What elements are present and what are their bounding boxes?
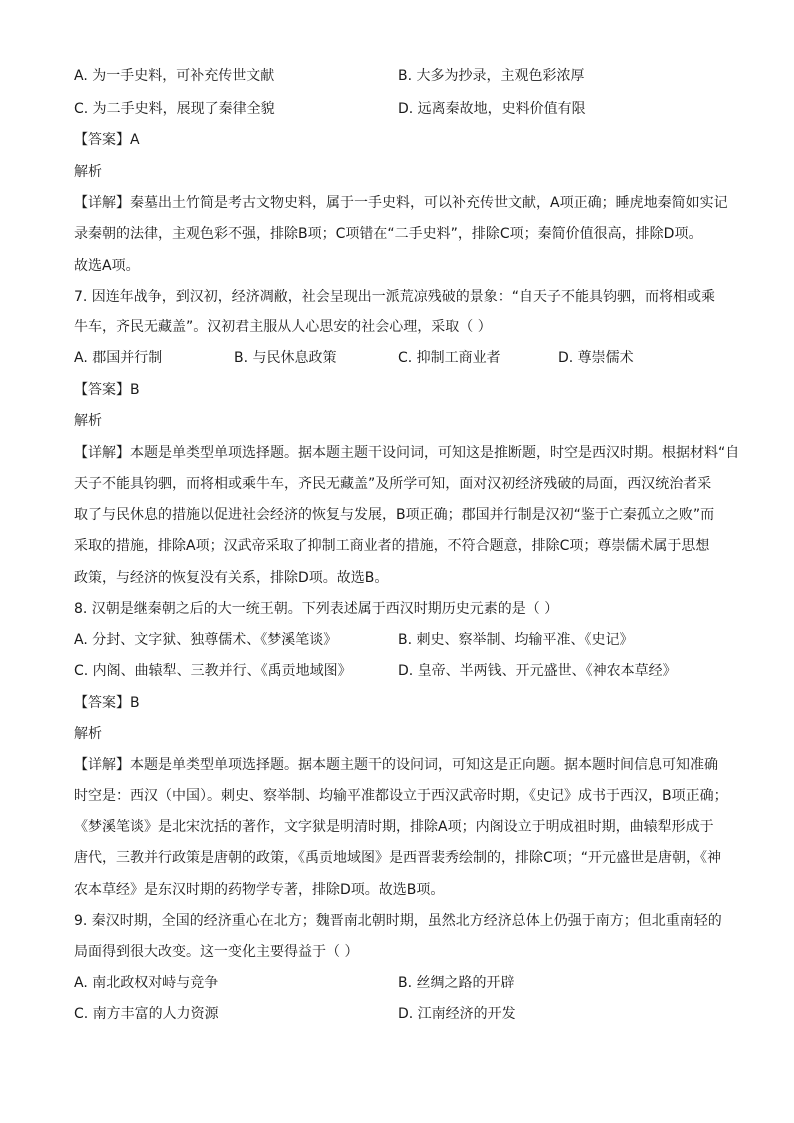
q6-detail-line: 【详解】秦墓出土竹简是考古文物史料，属于一手史料，可以补充传世文献，A项正确；睡虎地秦简如实记 bbox=[74, 195, 728, 211]
q6-option-a: A. 为一手史料，可补充传世文献 bbox=[74, 68, 275, 84]
q6-analysis-heading: 解析 bbox=[74, 164, 102, 180]
q7-answer: 【答案】B bbox=[74, 382, 140, 398]
q9-option-b: B. 丝绸之路的开辟 bbox=[398, 975, 515, 991]
q7-detail-line: 取了与民休息的措施以促进社会经济的恢复与发展，B项正确；郡国并行制是汉初“鉴于亡秦孤立之败”而 bbox=[74, 507, 715, 523]
q7-option-d: D. 尊崇儒术 bbox=[558, 350, 634, 366]
q6-detail-line: 录秦朝的法律，主观色彩不强，排除B项；C项错在“二手史料”，排除C项；秦简价值很高，排除D项。 bbox=[74, 226, 703, 242]
q8-detail-line: 时空是：西汉（中国）。刺史、察举制、均输平准都设立于西汉武帝时期，《史记》成书于西汉，B项正确； bbox=[74, 788, 728, 804]
q9-option-a: A. 南北政权对峙与竞争 bbox=[74, 975, 219, 991]
q7-option-b: B. 与民休息政策 bbox=[234, 350, 337, 366]
q8-detail-line: 唐代，三教并行政策是唐朝的政策，《禹贡地域图》是西晋裴秀绘制的，排除C项；“开元盛世是唐朝，《神 bbox=[74, 850, 722, 866]
q6-option-d: D. 远离秦故地，史料价值有限 bbox=[398, 101, 586, 117]
q6-answer: 【答案】A bbox=[74, 132, 140, 148]
q8-analysis-heading: 解析 bbox=[74, 726, 102, 742]
q8-detail-line: 农本草经》是东汉时期的药物学专著，排除D项。故选B项。 bbox=[74, 882, 445, 898]
q8-option-a: A. 分封、文字狱、独尊儒术、《梦溪笔谈》 bbox=[74, 632, 338, 648]
q7-stem-line: 牛车，齐民无藏盖”。汉初君主服从人心思安的社会心理，采取（ ） bbox=[74, 319, 492, 335]
q8-detail-line: 【详解】本题是单类型单项选择题。据本题主题干的设问词，可知这是正向题。据本题时间信息可知准确 bbox=[74, 757, 718, 773]
q7-option-c: C. 抑制工商业者 bbox=[398, 350, 501, 366]
q9-stem-line: 局面得到很大改变。这一变化主要得益于（ ） bbox=[74, 944, 359, 960]
q7-detail-line: 天子不能具钧驷，而将相或乘牛车，齐民无藏盖”及所学可知，面对汉初经济残破的局面，西汉统治者采 bbox=[74, 476, 712, 492]
q7-analysis-heading: 解析 bbox=[74, 413, 102, 429]
q7-detail-line: 【详解】本题是单类型单项选择题。据本题主题干设问词，可知这是推断题，时空是西汉时期。根据材料“自 bbox=[74, 445, 740, 461]
q7-detail-line: 采取的措施，排除A项；汉武帝采取了抑制工商业者的措施，不符合题意，排除C项；尊崇儒术属于思想 bbox=[74, 538, 710, 554]
q8-detail-line: 《梦溪笔谈》是北宋沈括的著作，文字狱是明清时期，排除A项；内阁设立于明成祖时期，曲辕犁形成于 bbox=[74, 819, 714, 835]
q9-option-d: D. 江南经济的开发 bbox=[398, 1006, 516, 1022]
q6-option-b: B. 大多为抄录，主观色彩浓厚 bbox=[398, 68, 585, 84]
q8-option-d: D. 皇帝、半两钱、开元盛世、《神农本草经》 bbox=[398, 663, 677, 679]
q8-stem: 8. 汉朝是继秦朝之后的大一统王朝。下列表述属于西汉时期历史元素的是（ ） bbox=[74, 601, 559, 617]
q9-stem-line: 9. 秦汉时期，全国的经济重心在北方；魏晋南北朝时期，虽然北方经济总体上仍强于南方；但北重南轻的 bbox=[74, 913, 722, 929]
q8-option-b: B. 刺史、察举制、均输平准、《史记》 bbox=[398, 632, 634, 648]
q7-stem-line: 7. 因连年战争，到汉初，经济凋敝，社会呈现出一派荒凉残破的景象：“自天子不能具钧驷，而将相或乘 bbox=[74, 289, 716, 305]
q6-option-c: C. 为二手史料，展现了秦律全貌 bbox=[74, 101, 275, 117]
q9-option-c: C. 南方丰富的人力资源 bbox=[74, 1006, 219, 1022]
q6-detail-line: 故选A项。 bbox=[74, 258, 140, 274]
q8-option-c: C. 内阁、曲辕犁、三教并行、《禹贡地域图》 bbox=[74, 663, 352, 679]
q8-answer: 【答案】B bbox=[74, 695, 140, 711]
q7-option-a: A. 郡国并行制 bbox=[74, 350, 163, 366]
q7-detail-line: 政策，与经济的恢复没有关系，排除D项。故选B。 bbox=[74, 570, 389, 586]
